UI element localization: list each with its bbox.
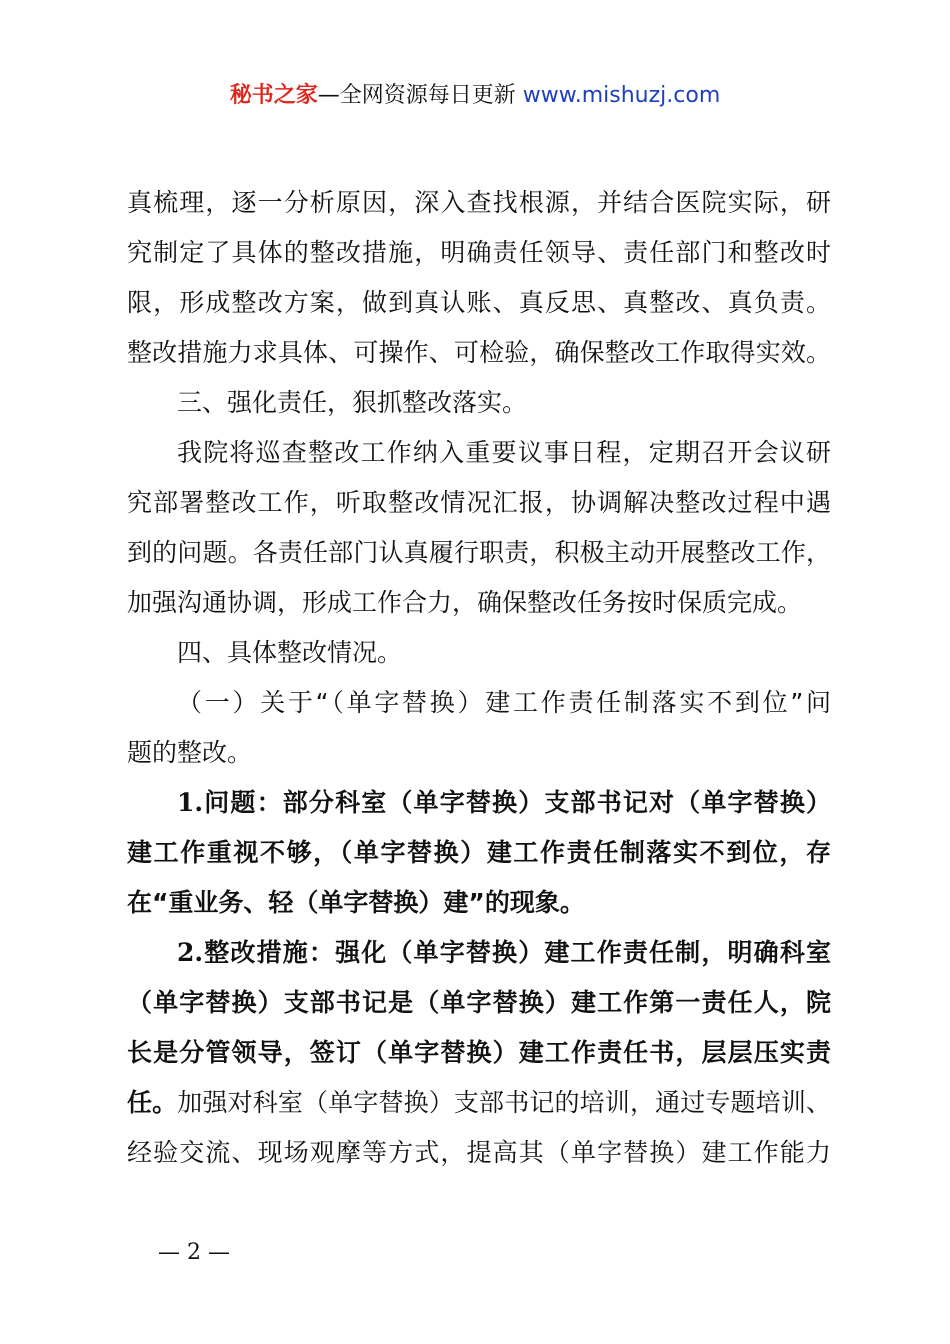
page-number: — 2 — [158,1240,230,1265]
measure-line: 长是分管领导，签订（单字替换）建工作责任书，层层压实责 [127,1038,831,1067]
site-header [0,80,950,112]
body-line: 限，形成整改方案，做到真认账、真反思、真整改、真负责。 [127,288,831,317]
subsection-heading: （一）关于“（单字替换）建工作责任制落实不到位”问 [177,688,831,717]
body-line: 整改措施力求具体、可操作、可检验，确保整改工作取得实效。 [127,338,831,367]
subsection-heading-cont: 题的整改。 [127,738,253,767]
body-line: 到的问题。各责任部门认真履行职责，积极主动开展整改工作， [127,538,831,567]
body-line: 究制定了具体的整改措施，明确责任领导、责任部门和整改时 [127,238,831,267]
measure-end: 任。 [127,1088,178,1117]
site-url-link[interactable]: www.mishuzj.com [522,83,721,108]
body-line: 真梳理，逐一分析原因，深入查找根源，并结合医院实际，研 [127,188,831,217]
problem-line: 1.问题：部分科室（单字替换）支部书记对（单字替换） [177,788,831,817]
section-heading-4: 四、具体整改情况。 [177,638,403,667]
brand-name: 秘书之家 [229,83,318,108]
problem-line: 在“重业务、轻（单字替换）建”的现象。 [127,888,585,917]
problem-line: 建工作重视不够，（单字替换）建工作责任制落实不到位，存 [127,838,831,867]
measure-line: 2.整改措施：强化（单字替换）建工作责任制，明确科室 [177,938,831,967]
body-line: 加强沟通协调，形成工作合力，确保整改任务按时保质完成。 [127,588,803,617]
header-tagline: —全网资源每日更新 [317,83,523,108]
body-line: 我院将巡查整改工作纳入重要议事日程，定期召开会议研 [177,438,831,467]
body-line: 经验交流、现场观摩等方式，提高其（单字替换）建工作能力 [127,1138,831,1167]
section-heading-3: 三、强化责任，狠抓整改落实。 [177,388,528,417]
measure-detail: 加强对科室（单字替换）支部书记的培训，通过专题培训、 [177,1088,831,1117]
measure-line: （单字替换）支部书记是（单字替换）建工作第一责任人，院 [127,988,831,1017]
mixed-line [127,1080,831,1126]
body-line: 究部署整改工作，听取整改情况汇报，协调解决整改过程中遇 [127,488,831,517]
